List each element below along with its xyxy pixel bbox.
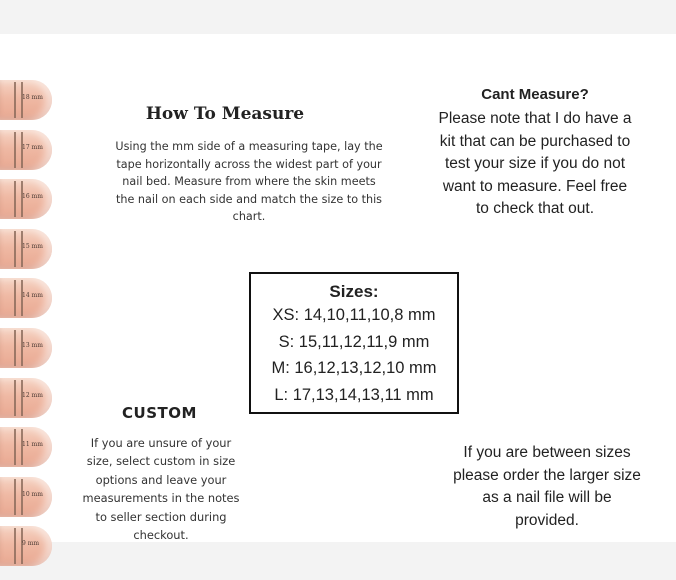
nail-size-label: 12 mm — [22, 392, 43, 399]
size-guide-card — [0, 34, 676, 547]
sizes-title: Sizes: — [329, 282, 379, 301]
nail-image — [0, 80, 52, 120]
nail-size-strip — [0, 80, 58, 570]
nail-size-label: 11 mm — [22, 441, 43, 448]
size-row-l: L: 17,13,14,13,11 mm — [274, 385, 434, 404]
nail-size-label: 10 mm — [22, 491, 43, 498]
nail-image — [0, 229, 52, 269]
nail-size-label: 9 mm — [22, 540, 40, 547]
nail-image — [0, 278, 52, 318]
nail-size-label: 18 mm — [22, 94, 43, 101]
nail-image — [0, 526, 52, 566]
size-row-s: S: 15,11,12,11,9 mm — [278, 332, 430, 351]
nail-size-label: 16 mm — [22, 193, 43, 200]
how-to-measure-title: How To Measure — [145, 104, 305, 124]
nail-size-label: 14 mm — [22, 292, 43, 299]
nail-size-label: 13 mm — [22, 342, 43, 349]
nail-image — [0, 378, 52, 418]
size-row-xs: XS: 14,10,11,10,8 mm — [272, 306, 436, 324]
nail-image — [0, 328, 52, 368]
cant-measure-text: Please note that I do have a kit that can be purchased to test your size if you do not want to measure. Feel free to check that out. — [438, 110, 632, 217]
sizes-box — [249, 272, 459, 414]
nail-size-label: 17 mm — [22, 144, 43, 151]
nail-image — [0, 477, 52, 517]
cant-measure-title: Cant Measure? — [481, 86, 589, 103]
nail-image — [0, 427, 52, 467]
custom-title: CUSTOM — [122, 404, 197, 422]
size-row-m: M: 16,12,13,12,10 mm — [271, 359, 437, 377]
how-to-measure-text: Using the mm side of a measuring tape, lay the tape horizontally across the widest part of your nail bed. Measure from where the skin meets the nail on each side and match the size to this chart. — [115, 140, 383, 223]
nail-image — [0, 179, 52, 219]
nail-image — [0, 130, 52, 170]
between-sizes-text: If you are between sizes please order the larger size as a nail file will be provided. — [453, 444, 641, 529]
custom-text: If you are unsure of your size, select custom in size options and leave your measurements in the notes to seller section during checkout. — [82, 436, 240, 543]
nail-size-label: 15 mm — [22, 243, 43, 250]
